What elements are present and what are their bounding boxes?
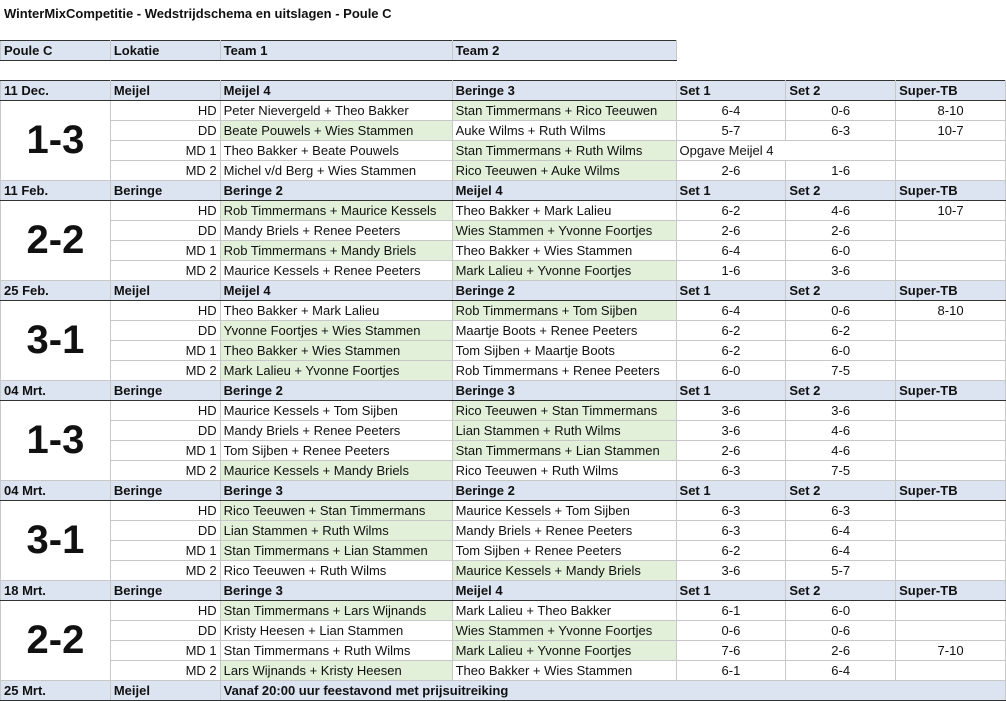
game-super-tb xyxy=(896,501,1006,521)
game-super-tb xyxy=(896,541,1006,561)
game-team2-players: Rico Teeuwen + Auke Wilms xyxy=(452,161,676,181)
game-team1-players: Michel v/d Berg + Wies Stammen xyxy=(220,161,452,181)
game-super-tb: 8-10 xyxy=(896,301,1006,321)
game-super-tb xyxy=(896,221,1006,241)
set1-label: Set 1 xyxy=(676,181,786,201)
match-location: Beringe xyxy=(110,481,220,501)
game-set1: 2-6 xyxy=(676,221,786,241)
super-tb-label: Super-TB xyxy=(896,381,1006,401)
game-team1-players: Theo Bakker + Mark Lalieu xyxy=(220,301,452,321)
header-row xyxy=(1,41,1006,61)
set2-label: Set 2 xyxy=(786,281,896,301)
match-team2: Beringe 2 xyxy=(452,281,676,301)
game-team2-players: Tom Sijben + Renee Peeters xyxy=(452,541,676,561)
game-set1: 3-6 xyxy=(676,561,786,581)
match-score: 2-2 xyxy=(1,201,111,281)
game-set2: 2-6 xyxy=(786,641,896,661)
game-set2: 6-0 xyxy=(786,241,896,261)
game-set2: 0-6 xyxy=(786,301,896,321)
match-location: Beringe xyxy=(110,181,220,201)
game-row xyxy=(1,561,1006,581)
game-category: HD xyxy=(110,301,220,321)
game-super-tb: 8-10 xyxy=(896,101,1006,121)
game-set1: 2-6 xyxy=(676,161,786,181)
game-team1-players: Stan Timmermans + Ruth Wilms xyxy=(220,641,452,661)
game-super-tb xyxy=(896,461,1006,481)
game-team2-players: Rob Timmermans + Renee Peeters xyxy=(452,361,676,381)
final-text: Vanaf 20:00 uur feestavond met prijsuitreiking xyxy=(220,681,1005,701)
final-location: Meijel xyxy=(110,681,220,701)
game-set1: 6-4 xyxy=(676,301,786,321)
game-team1-players: Mandy Briels + Renee Peeters xyxy=(220,221,452,241)
game-set2: 1-6 xyxy=(786,161,896,181)
match-team2: Beringe 3 xyxy=(452,81,676,101)
match-location: Meijel xyxy=(110,281,220,301)
game-category: MD 1 xyxy=(110,141,220,161)
super-tb-label: Super-TB xyxy=(896,281,1006,301)
match-score: 1-3 xyxy=(1,101,111,181)
match-date: 04 Mrt. xyxy=(1,481,111,501)
game-team1-players: Peter Nievergeld + Theo Bakker xyxy=(220,101,452,121)
game-category: DD xyxy=(110,621,220,641)
game-super-tb xyxy=(896,561,1006,581)
game-category: MD 2 xyxy=(110,561,220,581)
match-location: Beringe xyxy=(110,381,220,401)
game-set1: 6-1 xyxy=(676,601,786,621)
game-set2: 6-3 xyxy=(786,121,896,141)
game-category: MD 1 xyxy=(110,641,220,661)
game-row xyxy=(1,101,1006,121)
game-set2: 6-4 xyxy=(786,541,896,561)
game-set1: 7-6 xyxy=(676,641,786,661)
set2-label: Set 2 xyxy=(786,481,896,501)
game-super-tb: 7-10 xyxy=(896,641,1006,661)
set2-label: Set 2 xyxy=(786,81,896,101)
game-row xyxy=(1,261,1006,281)
game-super-tb xyxy=(896,421,1006,441)
game-category: DD xyxy=(110,221,220,241)
set1-label: Set 1 xyxy=(676,481,786,501)
game-super-tb xyxy=(896,241,1006,261)
match-team2: Meijel 4 xyxy=(452,181,676,201)
super-tb-label: Super-TB xyxy=(896,181,1006,201)
game-team2-players: Mark Lalieu + Theo Bakker xyxy=(452,601,676,621)
game-team1-players: Tom Sijben + Renee Peeters xyxy=(220,441,452,461)
game-team2-players: Maurice Kessels + Tom Sijben xyxy=(452,501,676,521)
game-row xyxy=(1,421,1006,441)
game-category: MD 2 xyxy=(110,161,220,181)
game-super-tb xyxy=(896,261,1006,281)
game-category: MD 2 xyxy=(110,261,220,281)
game-row xyxy=(1,401,1006,421)
game-set2: 4-6 xyxy=(786,421,896,441)
match-score: 3-1 xyxy=(1,501,111,581)
match-header-row xyxy=(1,81,1006,101)
game-team2-players: Maartje Boots + Renee Peeters xyxy=(452,321,676,341)
header-poule: Poule C xyxy=(1,41,111,61)
game-row xyxy=(1,201,1006,221)
game-set1: 6-0 xyxy=(676,361,786,381)
game-super-tb xyxy=(896,141,1006,161)
game-team2-players: Theo Bakker + Wies Stammen xyxy=(452,241,676,261)
game-set2: 6-2 xyxy=(786,321,896,341)
game-set1: 1-6 xyxy=(676,261,786,281)
game-team1-players: Rob Timmermans + Mandy Briels xyxy=(220,241,452,261)
game-set2: 4-6 xyxy=(786,441,896,461)
game-set1: Opgave Meijel 4 xyxy=(676,141,896,161)
game-set1: 6-3 xyxy=(676,501,786,521)
game-category: DD xyxy=(110,521,220,541)
game-row xyxy=(1,521,1006,541)
game-super-tb xyxy=(896,621,1006,641)
match-header-row xyxy=(1,581,1006,601)
game-team1-players: Maurice Kessels + Tom Sijben xyxy=(220,401,452,421)
match-score: 3-1 xyxy=(1,301,111,381)
game-row xyxy=(1,141,1006,161)
game-category: HD xyxy=(110,501,220,521)
game-team2-players: Lian Stammen + Ruth Wilms xyxy=(452,421,676,441)
game-team1-players: Mandy Briels + Renee Peeters xyxy=(220,421,452,441)
game-set2: 2-6 xyxy=(786,221,896,241)
game-team1-players: Lian Stammen + Ruth Wilms xyxy=(220,521,452,541)
game-super-tb xyxy=(896,521,1006,541)
game-category: DD xyxy=(110,321,220,341)
game-team1-players: Maurice Kessels + Renee Peeters xyxy=(220,261,452,281)
game-team2-players: Theo Bakker + Wies Stammen xyxy=(452,661,676,681)
game-row xyxy=(1,541,1006,561)
match-score: 1-3 xyxy=(1,401,111,481)
game-super-tb xyxy=(896,601,1006,621)
final-date: 25 Mrt. xyxy=(1,681,111,701)
game-category: MD 2 xyxy=(110,661,220,681)
game-team1-players: Rob Timmermans + Maurice Kessels xyxy=(220,201,452,221)
match-team1: Beringe 3 xyxy=(220,481,452,501)
game-super-tb xyxy=(896,321,1006,341)
game-set2: 6-3 xyxy=(786,501,896,521)
game-set2: 5-7 xyxy=(786,561,896,581)
game-category: MD 1 xyxy=(110,441,220,461)
super-tb-label: Super-TB xyxy=(896,581,1006,601)
set1-label: Set 1 xyxy=(676,581,786,601)
match-date: 11 Dec. xyxy=(1,81,111,101)
game-category: DD xyxy=(110,121,220,141)
game-row xyxy=(1,361,1006,381)
game-set1: 0-6 xyxy=(676,621,786,641)
game-team2-players: Rob Timmermans + Tom Sijben xyxy=(452,301,676,321)
set1-label: Set 1 xyxy=(676,281,786,301)
game-team1-players: Lars Wijnands + Kristy Heesen xyxy=(220,661,452,681)
match-team1: Beringe 3 xyxy=(220,581,452,601)
game-set1: 6-4 xyxy=(676,101,786,121)
match-team1: Beringe 2 xyxy=(220,381,452,401)
game-category: MD 1 xyxy=(110,341,220,361)
game-set1: 6-1 xyxy=(676,661,786,681)
game-set2: 4-6 xyxy=(786,201,896,221)
game-set1: 6-4 xyxy=(676,241,786,261)
header-team2: Team 2 xyxy=(452,41,676,61)
game-team1-players: Rico Teeuwen + Ruth Wilms xyxy=(220,561,452,581)
set2-label: Set 2 xyxy=(786,581,896,601)
game-team1-players: Beate Pouwels + Wies Stammen xyxy=(220,121,452,141)
game-category: HD xyxy=(110,201,220,221)
header-lokatie: Lokatie xyxy=(110,41,220,61)
game-row xyxy=(1,321,1006,341)
game-team2-players: Rico Teeuwen + Stan Timmermans xyxy=(452,401,676,421)
game-set2: 7-5 xyxy=(786,461,896,481)
game-category: MD 1 xyxy=(110,541,220,561)
game-set1: 3-6 xyxy=(676,421,786,441)
game-team2-players: Wies Stammen + Yvonne Foortjes xyxy=(452,621,676,641)
game-set1: 6-2 xyxy=(676,321,786,341)
game-team1-players: Stan Timmermans + Lars Wijnands xyxy=(220,601,452,621)
game-team1-players: Yvonne Foortjes + Wies Stammen xyxy=(220,321,452,341)
game-team2-players: Theo Bakker + Mark Lalieu xyxy=(452,201,676,221)
game-category: HD xyxy=(110,601,220,621)
set1-label: Set 1 xyxy=(676,81,786,101)
game-super-tb: 10-7 xyxy=(896,201,1006,221)
match-date: 25 Feb. xyxy=(1,281,111,301)
game-row xyxy=(1,121,1006,141)
game-row xyxy=(1,621,1006,641)
game-set1: 3-6 xyxy=(676,401,786,421)
game-super-tb xyxy=(896,441,1006,461)
match-team2: Beringe 3 xyxy=(452,381,676,401)
game-team2-players: Mandy Briels + Renee Peeters xyxy=(452,521,676,541)
game-row xyxy=(1,501,1006,521)
match-location: Beringe xyxy=(110,581,220,601)
game-category: HD xyxy=(110,401,220,421)
final-row xyxy=(1,681,1006,701)
game-category: DD xyxy=(110,421,220,441)
sheet-title: WinterMixCompetitie - Wedstrijdschema en uitslagen - Poule C xyxy=(4,6,392,21)
game-set2: 3-6 xyxy=(786,401,896,421)
match-header-row xyxy=(1,481,1006,501)
game-row xyxy=(1,661,1006,681)
super-tb-label: Super-TB xyxy=(896,481,1006,501)
game-team1-players: Maurice Kessels + Mandy Briels xyxy=(220,461,452,481)
game-team1-players: Rico Teeuwen + Stan Timmermans xyxy=(220,501,452,521)
match-date: 11 Feb. xyxy=(1,181,111,201)
game-team2-players: Stan Timmermans + Ruth Wilms xyxy=(452,141,676,161)
game-set2: 0-6 xyxy=(786,621,896,641)
match-date: 18 Mrt. xyxy=(1,581,111,601)
match-location: Meijel xyxy=(110,81,220,101)
game-set1: 5-7 xyxy=(676,121,786,141)
game-team2-players: Wies Stammen + Yvonne Foortjes xyxy=(452,221,676,241)
match-header-row xyxy=(1,281,1006,301)
game-category: HD xyxy=(110,101,220,121)
game-row xyxy=(1,441,1006,461)
game-row xyxy=(1,221,1006,241)
game-team1-players: Kristy Heesen + Lian Stammen xyxy=(220,621,452,641)
game-team2-players: Rico Teeuwen + Ruth Wilms xyxy=(452,461,676,481)
game-set1: 6-2 xyxy=(676,341,786,361)
game-set2: 6-0 xyxy=(786,341,896,361)
game-team2-players: Stan Timmermans + Rico Teeuwen xyxy=(452,101,676,121)
game-team2-players: Auke Wilms + Ruth Wilms xyxy=(452,121,676,141)
game-row xyxy=(1,601,1006,621)
match-header-row xyxy=(1,181,1006,201)
game-category: MD 2 xyxy=(110,461,220,481)
game-row xyxy=(1,461,1006,481)
set2-label: Set 2 xyxy=(786,181,896,201)
game-category: MD 2 xyxy=(110,361,220,381)
game-team2-players: Tom Sijben + Maartje Boots xyxy=(452,341,676,361)
game-set2: 0-6 xyxy=(786,101,896,121)
game-set1: 6-3 xyxy=(676,461,786,481)
match-team2: Beringe 2 xyxy=(452,481,676,501)
super-tb-label: Super-TB xyxy=(896,81,1006,101)
game-team2-players: Stan Timmermans + Lian Stammen xyxy=(452,441,676,461)
game-team2-players: Mark Lalieu + Yvonne Foortjes xyxy=(452,261,676,281)
game-row xyxy=(1,161,1006,181)
match-team1: Beringe 2 xyxy=(220,181,452,201)
game-super-tb: 10-7 xyxy=(896,121,1006,141)
game-category: MD 1 xyxy=(110,241,220,261)
game-super-tb xyxy=(896,401,1006,421)
game-team1-players: Theo Bakker + Wies Stammen xyxy=(220,341,452,361)
game-super-tb xyxy=(896,661,1006,681)
match-team2: Meijel 4 xyxy=(452,581,676,601)
set2-label: Set 2 xyxy=(786,381,896,401)
game-row xyxy=(1,301,1006,321)
game-set1: 6-2 xyxy=(676,201,786,221)
game-set2: 6-0 xyxy=(786,601,896,621)
game-set2: 7-5 xyxy=(786,361,896,381)
game-row xyxy=(1,341,1006,361)
header-team1: Team 1 xyxy=(220,41,452,61)
game-team2-players: Maurice Kessels + Mandy Briels xyxy=(452,561,676,581)
game-set1: 2-6 xyxy=(676,441,786,461)
game-super-tb xyxy=(896,341,1006,361)
game-super-tb xyxy=(896,361,1006,381)
match-date: 04 Mrt. xyxy=(1,381,111,401)
game-team2-players: Mark Lalieu + Yvonne Foortjes xyxy=(452,641,676,661)
game-set2: 6-4 xyxy=(786,661,896,681)
game-team1-players: Stan Timmermans + Lian Stammen xyxy=(220,541,452,561)
game-set1: 6-3 xyxy=(676,521,786,541)
match-header-row xyxy=(1,381,1006,401)
game-set2: 3-6 xyxy=(786,261,896,281)
match-team1: Meijel 4 xyxy=(220,81,452,101)
game-super-tb xyxy=(896,161,1006,181)
game-row xyxy=(1,241,1006,261)
game-row xyxy=(1,641,1006,661)
game-team1-players: Mark Lalieu + Yvonne Foortjes xyxy=(220,361,452,381)
set1-label: Set 1 xyxy=(676,381,786,401)
match-score: 2-2 xyxy=(1,601,111,681)
schedule-table xyxy=(0,40,1006,701)
game-set1: 6-2 xyxy=(676,541,786,561)
match-team1: Meijel 4 xyxy=(220,281,452,301)
game-team1-players: Theo Bakker + Beate Pouwels xyxy=(220,141,452,161)
game-set2: 6-4 xyxy=(786,521,896,541)
